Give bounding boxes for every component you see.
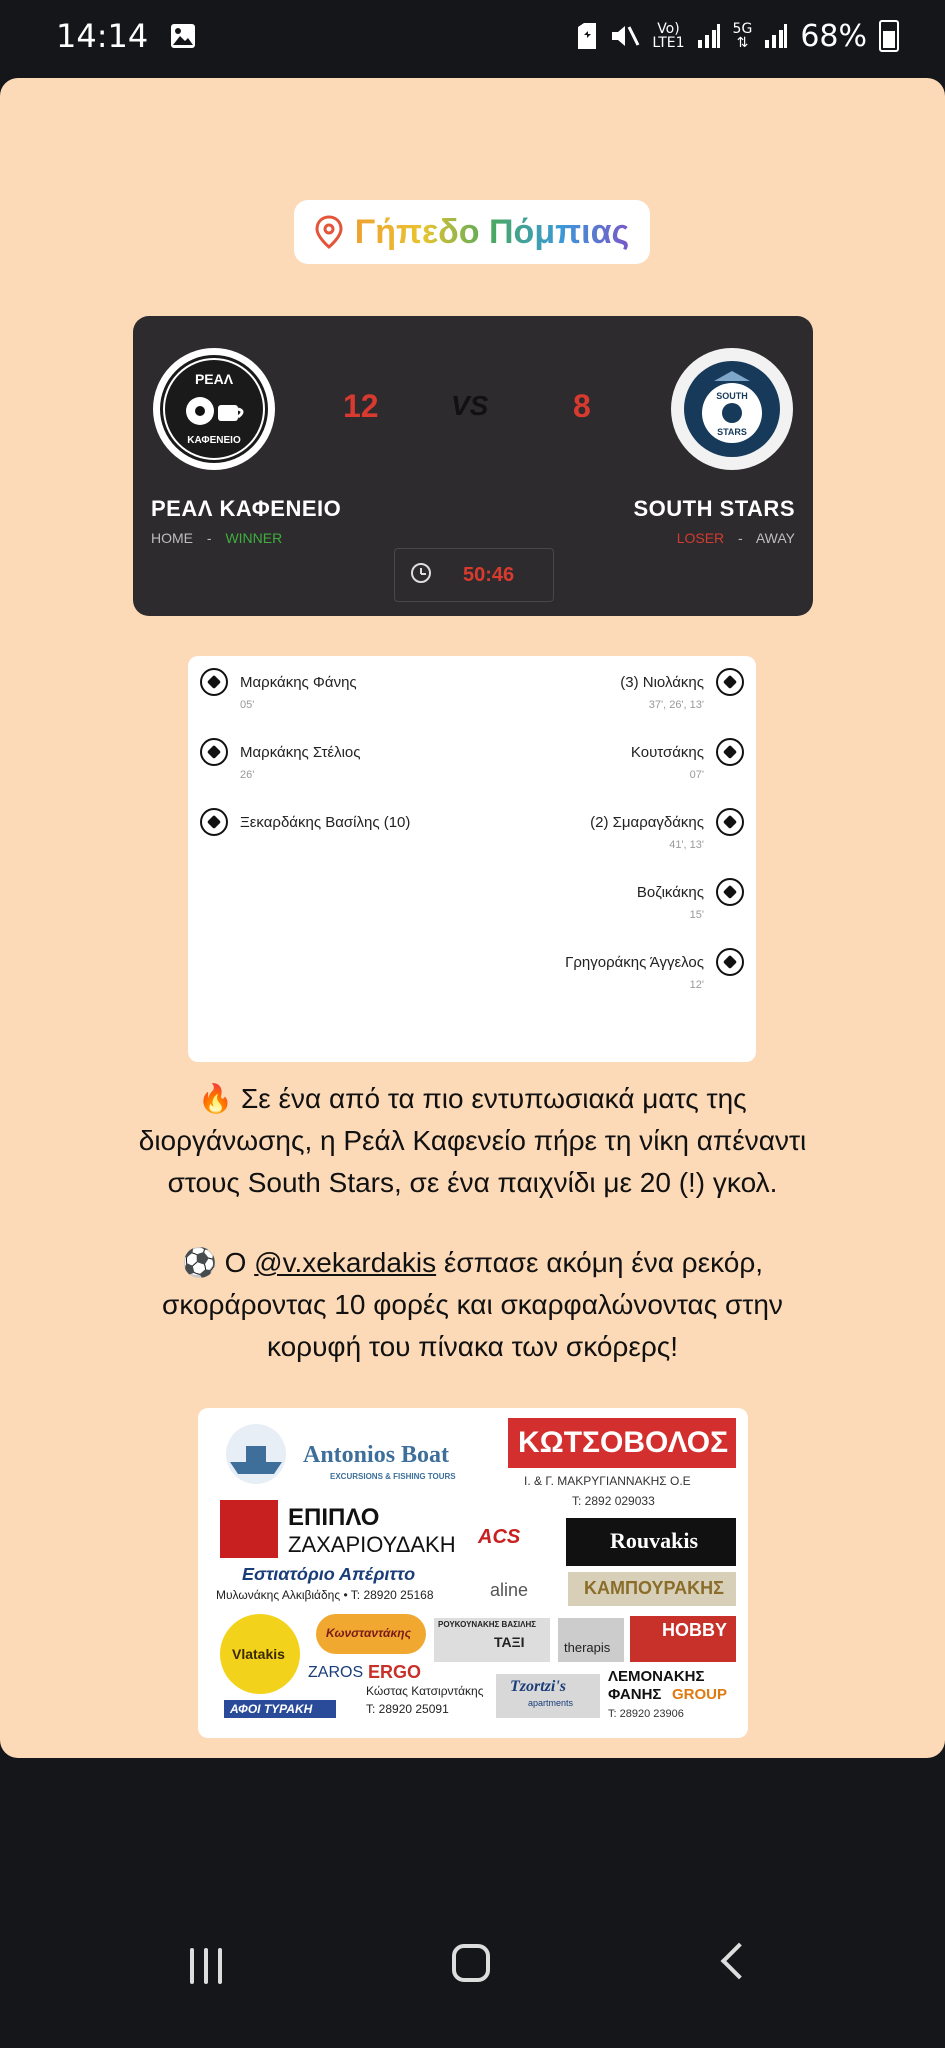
football-icon xyxy=(716,738,744,766)
back-button[interactable] xyxy=(721,1943,758,1980)
football-icon xyxy=(716,948,744,976)
sponsor-taxi-2: ΤΑΞΙ xyxy=(494,1634,525,1650)
sponsor-aperitto-sub: Μυλωνάκης Αλκιβιάδης • Τ: 28920 25168 xyxy=(216,1588,434,1602)
clock-icon xyxy=(411,563,431,583)
home-score: 12 xyxy=(343,388,379,424)
football-icon xyxy=(716,668,744,696)
sponsor-taxi-1: ΡΟΥΚΟΥΝΑΚΗΣ ΒΑΣΙΛΗΣ xyxy=(438,1620,537,1629)
away-crest-bottom-text: STARS xyxy=(717,427,747,437)
sponsor-lemonakis-1: ΛΕΜΟΝΑΚΗΣ xyxy=(608,1668,705,1685)
battery-percent: 68% xyxy=(800,18,867,54)
signal-icon-2 xyxy=(764,24,788,48)
sponsor-antonios: Antonios Boat xyxy=(303,1442,450,1468)
football-icon xyxy=(716,808,744,836)
story-caption xyxy=(130,1078,815,1368)
sponsor-epiplo-1: ΕΠΙΠΛΟ xyxy=(288,1504,380,1531)
sponsor-kotsovolos-tel: Τ: 2892 029033 xyxy=(572,1494,655,1508)
sponsor-antonios-sub: EXCURSIONS & FISHING TOURS xyxy=(330,1472,456,1481)
recent-apps-button[interactable] xyxy=(190,1948,230,1984)
sponsor-hobby: HOBBY xyxy=(662,1620,728,1640)
away-team-crest xyxy=(671,348,793,470)
list-item: (2) Σμαραγδάκης 41', 13' xyxy=(434,814,744,851)
sponsor-lemonakis-3: GROUP xyxy=(672,1686,728,1703)
home-crest-bottom-text: ΚΑΦΕΝΕΙΟ xyxy=(187,435,241,446)
away-crest-art xyxy=(684,361,780,457)
user-mention-link[interactable]: @v.xekardakis xyxy=(254,1247,437,1278)
home-team-meta: HOME - WINNER xyxy=(151,530,283,546)
list-item: Κουτσάκης 07' xyxy=(434,744,744,781)
signal-icon xyxy=(697,24,721,48)
sponsor-acs: ACS xyxy=(478,1526,521,1548)
gallery-icon xyxy=(170,23,196,49)
story-card[interactable] xyxy=(0,78,945,1758)
volte-indicator: Vo) LTE1 xyxy=(652,21,685,51)
home-team-name: ΡΕΑΛ ΚΑΦΕΝΕΙΟ xyxy=(151,496,342,521)
epiplo-logo-icon xyxy=(220,1500,278,1558)
sponsor-tyrakis: ΑΦΟΙ ΤΥΡΑΚΗ xyxy=(230,1702,313,1716)
boat-logo-icon xyxy=(220,1422,292,1486)
scoreboard xyxy=(133,316,813,616)
match-time: 50:46 xyxy=(463,564,515,586)
location-label: Γήπεδο Πόμπιας xyxy=(354,212,630,251)
sponsor-therapis: therapis xyxy=(564,1640,611,1655)
sponsor-lemonakis-tel: Τ: 28920 23906 xyxy=(608,1708,684,1720)
away-crest-top-text: SOUTH xyxy=(716,391,748,401)
location-sticker[interactable] xyxy=(294,200,650,264)
away-team-name: SOUTH STARS xyxy=(633,496,795,521)
home-crest-top-text: ΡΕΑΛ xyxy=(194,371,234,387)
5g-indicator: 5G ⇅ xyxy=(732,21,753,51)
match-time-box xyxy=(394,548,554,602)
status-time: 14:14 xyxy=(56,17,149,55)
home-team-crest xyxy=(153,348,275,470)
sponsor-vlatakis: Vlatakis xyxy=(232,1646,285,1662)
sponsor-kotsovolos: ΚΩΤΣΟΒΟΛΟΣ xyxy=(518,1426,729,1459)
location-pin-icon xyxy=(315,215,343,249)
sponsor-ergo: ERGO xyxy=(368,1662,422,1682)
navigation-bar xyxy=(0,1900,945,2020)
goal-scorers-panel xyxy=(188,656,756,1062)
sponsor-kampourakis: ΚΑΜΠΟΥΡΑΚΗΣ xyxy=(584,1578,724,1598)
sponsor-tzortzis: Tzortzi's xyxy=(510,1678,567,1695)
sponsor-aline: aline xyxy=(490,1580,529,1600)
sponsors-banner xyxy=(198,1408,748,1738)
sponsor-epiplo-2: ΖΑΧΑΡΙΟΥΔΑΚΗ xyxy=(288,1532,456,1557)
caption-paragraph-1: 🔥 Σε ένα από τα πιο εντυπωσιακά ματς της διοργάνωσης, η Ρεάλ Καφενείο πήρε τη νίκη απέναντι στους South Stars, σε ένα παιχνίδι με 20 (!) γκολ. xyxy=(138,1083,807,1198)
sponsor-ergo-sub: Κώστας Κατσιρντάκης xyxy=(366,1684,484,1698)
football-icon xyxy=(200,668,228,696)
winner-label: WINNER xyxy=(225,530,283,546)
sponsor-zaros: ZAROS xyxy=(308,1664,364,1681)
football-icon xyxy=(200,738,228,766)
list-item: Μαρκάκης Στέλιος 26' xyxy=(200,744,510,781)
sponsor-aperitto: Εστιατόριο Απέριττο xyxy=(242,1564,416,1584)
sponsor-lemonakis-2: ΦΑΝΗΣ xyxy=(608,1686,662,1703)
battery-icon xyxy=(879,20,899,52)
list-item: Γρηγοράκης Άγγελος 12' xyxy=(434,954,744,991)
vs-label: VS xyxy=(451,390,489,421)
loser-label: LOSER xyxy=(676,530,725,546)
football-icon xyxy=(200,808,228,836)
sponsor-tzortzis-sub: apartments xyxy=(528,1698,574,1708)
list-item: (3) Νιολάκης 37', 26', 13' xyxy=(434,674,744,711)
list-item: Ξεκαρδάκης Βασίλης (10) xyxy=(200,814,510,839)
caption-paragraph-2: ⚽ Ο @v.xekardakis έσπασε ακόμη ένα ρεκόρ, σκοράροντας 10 φορές και σκαρφαλώνοντας στην κορυφή του πίνακα των σκόρερς! xyxy=(162,1247,783,1362)
list-item: Μαρκάκης Φάνης 05' xyxy=(200,674,510,711)
sponsor-konstantakis: Κωνσταντάκης xyxy=(326,1626,411,1640)
list-item: Βοζικάκης 15' xyxy=(434,884,744,921)
mute-icon xyxy=(610,23,640,49)
away-team-meta: LOSER - AWAY xyxy=(676,530,795,546)
status-bar xyxy=(0,0,945,72)
sim-icon xyxy=(576,23,598,49)
home-button[interactable] xyxy=(452,1944,490,1982)
away-score: 8 xyxy=(573,388,591,424)
football-icon xyxy=(716,878,744,906)
sponsor-ergo-tel: Τ: 28920 25091 xyxy=(366,1702,449,1716)
sponsor-kotsovolos-sub: Ι. & Γ. ΜΑΚΡΥΓΙΑΝΝΑΚΗΣ Ο.Ε xyxy=(524,1474,691,1488)
sponsor-rouvakis: Rouvakis xyxy=(610,1528,699,1553)
